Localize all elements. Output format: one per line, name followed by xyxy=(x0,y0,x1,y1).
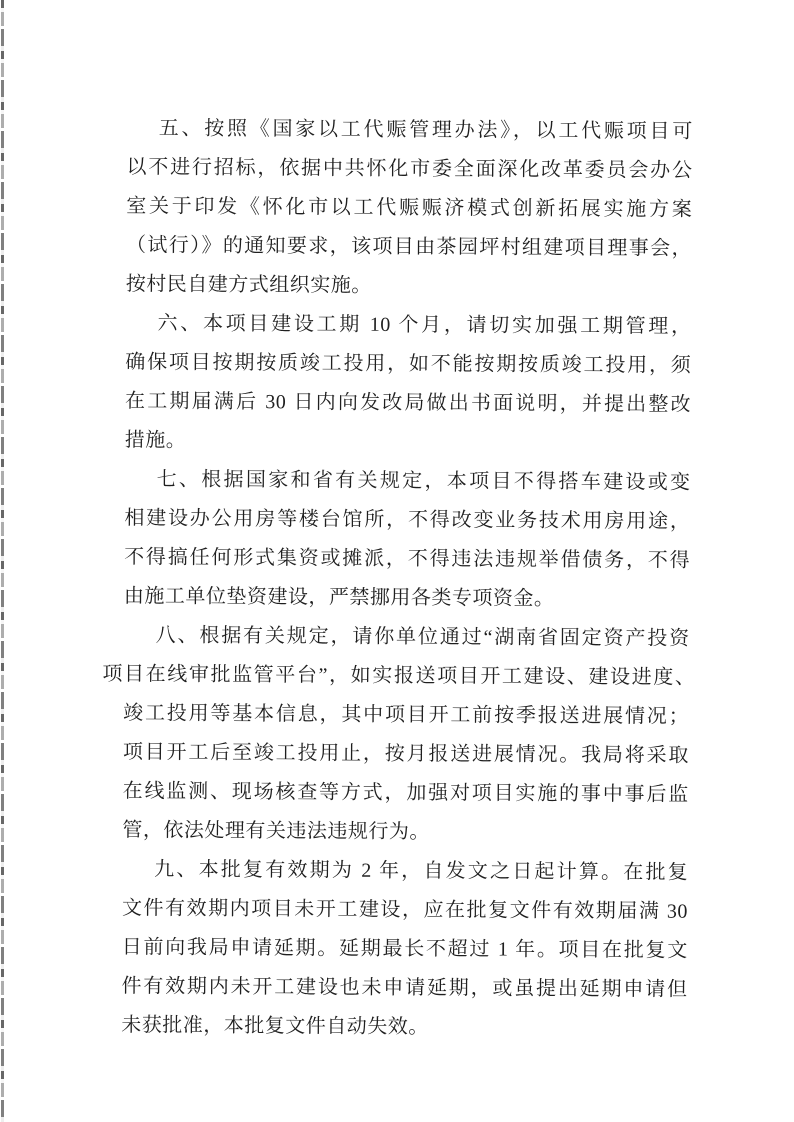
text-line: 按村民自建方式组织实施。 xyxy=(125,273,372,297)
text-line: 在线监测、现场核查等方式，加强对项目实施的事中事后监 xyxy=(122,780,689,806)
text-line: 九、本批复有效期为 2 年，自发文之日起计算。在批复 xyxy=(154,858,689,884)
paragraph-七 xyxy=(124,460,691,619)
text-line: 管，依法处理有关违法违规行为。 xyxy=(122,819,431,844)
text-line: 日前向我局申请延期。延期最长不超过 1 年。项目在批复文 xyxy=(121,936,688,962)
text-line: 确保项目按期按质竣工投用，如不能按期按质竣工投用，须 xyxy=(125,351,692,377)
text-line: 相建设办公用房等楼台馆所，不得改变业务技术用房用途， xyxy=(124,507,691,533)
document-body xyxy=(102,109,696,1048)
paragraph-八 xyxy=(102,616,696,853)
text-line: 由施工单位垫资建设，严禁挪用各类专项资金。 xyxy=(123,585,555,610)
text-line: 未获批准，本批复文件自动失效。 xyxy=(121,1014,429,1039)
text-line: 在工期届满后 30 日内向发改局做出书面说明，并提出整改 xyxy=(125,390,692,416)
text-line: 不得搞任何形式集资或摊派，不得违法违规举借债务，不得 xyxy=(124,546,691,572)
text-line: 六、本项目建设工期 10 个月，请切实加强工期管理， xyxy=(157,312,692,338)
text-line: （试行）》的通知要求，该项目由茶园坪村组建项目理事会， xyxy=(125,234,693,260)
text-line: 竣工投用等基本信息，其中项目开工前按季报送进展情况； xyxy=(123,702,690,728)
text-line: 以不进行招标，依据中共怀化市委全面深化改革委员会办公 xyxy=(126,156,693,182)
text-line: 措施。 xyxy=(124,429,187,452)
paragraph-五 xyxy=(126,109,693,307)
text-line: 项目开工后至竣工投用止，按月报送进展情况。我局将采取 xyxy=(122,741,689,767)
text-line: 文件有效期内项目未开工建设，应在批复文件有效期届满 30 xyxy=(121,897,689,923)
text-line: 八、根据有关规定，请你单位通过“湖南省固定资产投资 xyxy=(155,624,690,650)
scan-edge-artifact xyxy=(1,0,4,1122)
paragraph-六 xyxy=(125,304,692,463)
text-line: 五、按照《国家以工代赈管理办法》，以工代赈项目可 xyxy=(158,117,693,143)
paragraph-九 xyxy=(121,850,688,1048)
text-line: 件有效期内未开工建设也未申请延期，或虽提出延期申请但 xyxy=(121,975,688,1001)
text-line: 室关于印发《怀化市以工代赈赈济模式创新拓展实施方案 xyxy=(126,195,693,221)
text-line: 项目在线审批监管平台”，如实报送项目开工建设、建设进度、 xyxy=(102,663,696,689)
text-line: 七、根据国家和省有关规定，本项目不得搭车建设或变 xyxy=(156,468,691,494)
